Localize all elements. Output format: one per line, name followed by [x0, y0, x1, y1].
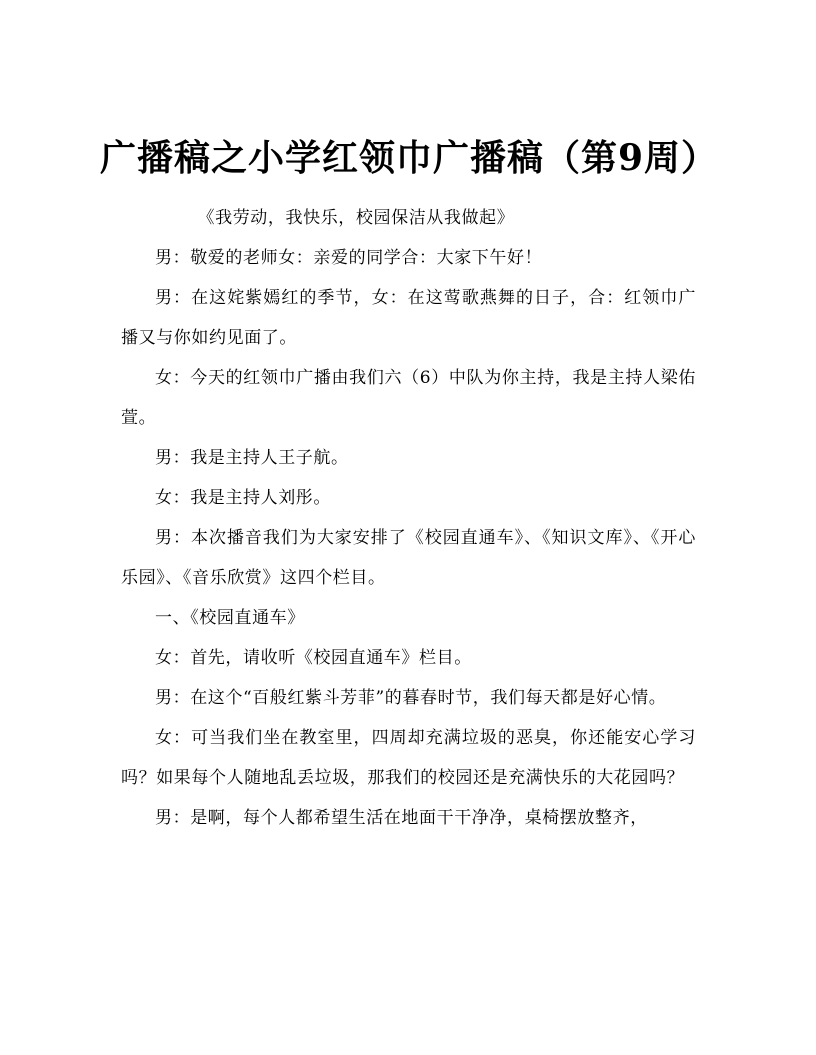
section-heading: 一、《校园直通车》 — [155, 608, 305, 628]
paragraph: 女：今天的红领巾广播由我们六（6）中队为你主持，我是主持人梁佑萱。 — [121, 368, 696, 428]
document-title: 广播稿之小学红领巾广播稿（第9周） — [100, 137, 719, 180]
program-subtitle: 《我劳动，我快乐，校园保洁从我做起》 — [197, 208, 515, 228]
document-body — [121, 198, 696, 838]
paragraph: 男：本次播音我们为大家安排了《校园直通车》、《知识文库》、《开心乐园》、《音乐欣赏》这四个栏目。 — [121, 528, 696, 588]
paragraph: 男：是啊，每个人都希望生活在地面干干净净，桌椅摆放整齐， — [155, 808, 648, 828]
paragraph: 女：首先，请收听《校园直通车》栏目。 — [155, 648, 472, 668]
paragraph: 女：可当我们坐在教室里，四周却充满垃圾的恶臭，你还能安心学习吗？如果每个人随地乱丢垃圾，那我们的校园还是充满快乐的大花园吗？ — [121, 728, 696, 788]
paragraph: 女：我是主持人刘彤。 — [155, 488, 331, 508]
paragraph: 男：我是主持人王子航。 — [155, 448, 349, 468]
paragraph: 男：敬爱的老师女：亲爱的同学合：大家下午好！ — [155, 248, 543, 268]
paragraph: 男：在这个“百般红紫斗芳菲”的暮春时节，我们每天都是好心情。 — [155, 688, 667, 708]
paragraph: 男：在这姹紫嫣红的季节，女：在这莺歌燕舞的日子，合：红领巾广播又与你如约见面了。 — [121, 288, 696, 348]
